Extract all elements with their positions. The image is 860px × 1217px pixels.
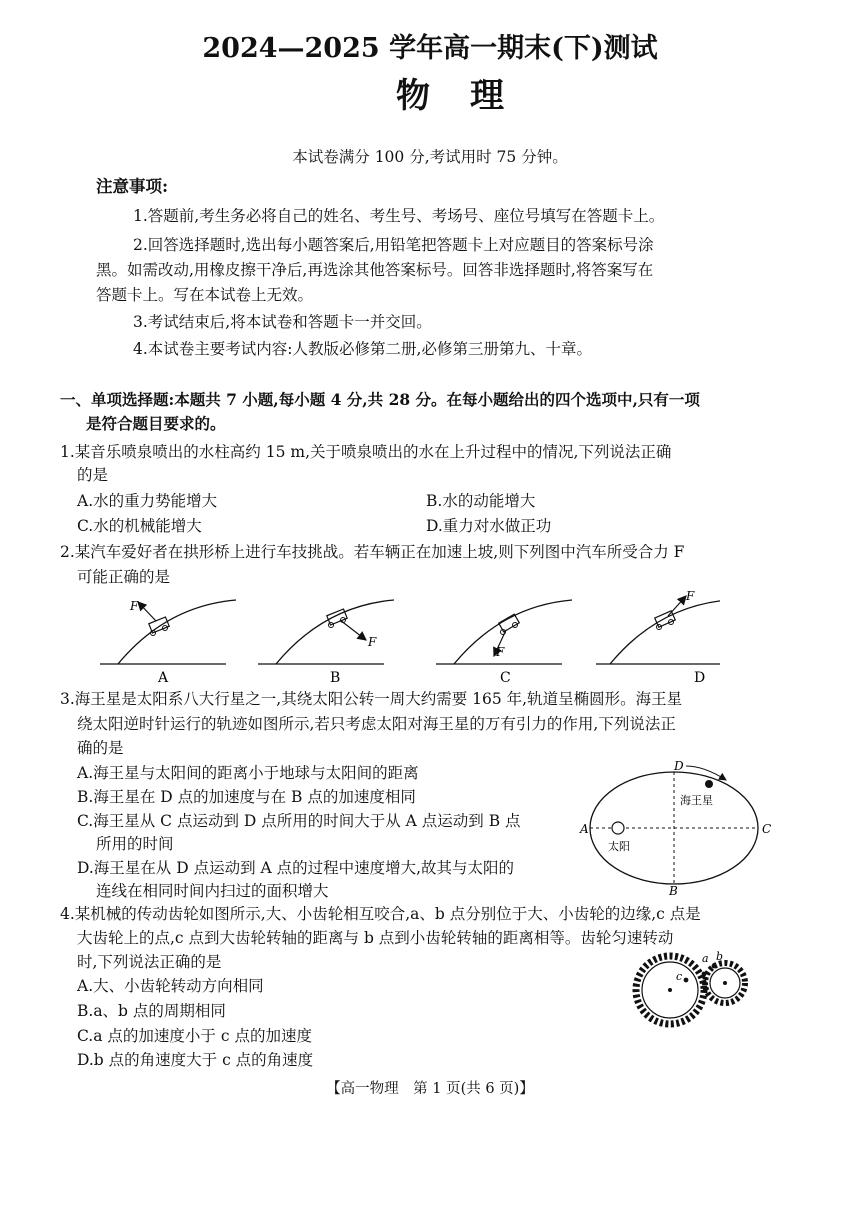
note-line: 答题卡上。写在本试卷上无效。 xyxy=(96,286,314,304)
exam-info: 本试卷满分 100 分,考试用时 75 分钟。 xyxy=(292,148,568,166)
q1-option-c: C.水的机械能增大 xyxy=(77,517,202,535)
note-line: 3.考试结束后,将本试卷和答题卡一并交回。 xyxy=(133,313,432,331)
fig-label-d: D xyxy=(694,670,706,686)
q2-bridge-figures xyxy=(96,586,720,686)
note-line: 黑。如需改动,用橡皮擦干净后,再选涂其他答案标号。回答非选择题时,将答案写在 xyxy=(96,261,654,279)
q1-option-a: A.水的重力势能增大 xyxy=(77,492,218,510)
q4-option-c: C.a 点的加速度小于 c 点的加速度 xyxy=(77,1027,312,1045)
orbit-label-a: A xyxy=(580,822,589,836)
subject-title: 物理 xyxy=(396,76,544,116)
q1-stem: 1.某音乐喷泉喷出的水柱高约 15 m,关于喷泉喷出的水在上升过程中的情况,下列说法正确 xyxy=(60,443,672,461)
orbit-label-b: B xyxy=(669,884,678,896)
fig-label-c: C xyxy=(500,670,511,686)
q3-stem-cont: 确的是 xyxy=(77,739,124,757)
notes-heading: 注意事项: xyxy=(96,177,169,196)
gear-label-a: a xyxy=(702,952,709,965)
q3-stem: 3.海王星是太阳系八大行星之一,其绕太阳公转一周大约需要 165 年,轨道呈椭圆形。海王星 xyxy=(60,690,683,708)
note-line: 4.本试卷主要考试内容:人教版必修第二册,必修第三册第九、十章。 xyxy=(133,340,592,358)
force-label-a: F xyxy=(130,599,139,613)
q3-option-b: B.海王星在 D 点的加速度与在 B 点的加速度相同 xyxy=(77,788,416,806)
sun-icon xyxy=(612,822,624,834)
section-heading-cont: 是符合题目要求的。 xyxy=(86,414,226,433)
neptune-label: 海王星 xyxy=(680,794,713,807)
q1-option-d: D.重力对水做正功 xyxy=(426,517,552,535)
note-line: 1.答题前,考生务必将自己的姓名、考生号、考场号、座位号填写在答题卡上。 xyxy=(133,207,665,225)
q3-option-d: D.海王星在从 D 点运动到 A 点的过程中速度增大,故其与太阳的 xyxy=(77,859,515,877)
page-footer: 【高一物理 第 1 页(共 6 页)】 xyxy=(326,1081,534,1097)
q3-option-c: C.海王星从 C 点运动到 D 点所用的时间大于从 A 点运动到 B 点 xyxy=(77,812,521,830)
force-label-c: F xyxy=(496,645,505,659)
q3-option-a: A.海王星与太阳间的距离小于地球与太阳间的距离 xyxy=(77,764,419,782)
q1-option-b: B.水的动能增大 xyxy=(426,492,536,510)
q4-gear-figure xyxy=(630,948,760,1030)
figure-d xyxy=(596,589,720,686)
force-label-d: F xyxy=(686,589,695,603)
q4-option-d: D.b 点的角速度大于 c 点的角速度 xyxy=(77,1051,314,1069)
q4-option-a: A.大、小齿轮转动方向相同 xyxy=(77,977,264,995)
figure-c xyxy=(436,600,572,686)
gear-label-b: b xyxy=(716,950,724,963)
fig-label-a: A xyxy=(158,670,169,686)
orbit-label-d: D xyxy=(674,759,684,773)
sun-label: 太阳 xyxy=(608,840,630,853)
q3-option-c-cont: 所用的时间 xyxy=(96,835,174,853)
q2-stem-cont: 可能正确的是 xyxy=(77,568,171,586)
note-line: 2.回答选择题时,选出每小题答案后,用铅笔把答题卡上对应题目的答案标号涂 xyxy=(133,236,654,254)
gear-label-c: c xyxy=(676,970,683,983)
exam-title: 2024—2025 学年高一期末(下)测试 xyxy=(202,33,658,64)
fig-label-b: B xyxy=(330,670,341,686)
q3-orbit-figure xyxy=(576,756,776,896)
q3-stem-cont: 绕太阳逆时针运行的轨迹如图所示,若只考虑太阳对海王星的万有引力的作用,下列说法正 xyxy=(77,715,676,733)
q4-stem-cont: 时,下列说法正确的是 xyxy=(77,953,222,971)
q4-stem-cont: 大齿轮上的点,c 点到大齿轮转轴的距离与 b 点到小齿轮转轴的距离相等。齿轮匀速转动 xyxy=(77,929,674,947)
q4-stem: 4.某机械的传动齿轮如图所示,大、小齿轮相互咬合,a、b 点分别位于大、小齿轮的边缘,c 点是 xyxy=(60,905,701,923)
neptune-icon xyxy=(705,780,713,788)
q3-option-d-cont: 连线在相同时间内扫过的面积增大 xyxy=(96,882,329,900)
figure-b xyxy=(258,600,394,686)
orbit-label-c: C xyxy=(762,822,772,836)
force-label-b: F xyxy=(368,635,377,649)
section-heading: 一、单项选择题:本题共 7 小题,每小题 4 分,共 28 分。在每小题给出的四个选项中,只有一项 xyxy=(60,390,700,409)
q2-stem: 2.某汽车爱好者在拱形桥上进行车技挑战。若车辆正在加速上坡,则下列图中汽车所受合力 F xyxy=(60,543,685,561)
figure-a xyxy=(100,599,236,686)
q1-stem-cont: 的是 xyxy=(77,466,109,484)
q4-option-b: B.a、b 点的周期相同 xyxy=(77,1002,226,1020)
